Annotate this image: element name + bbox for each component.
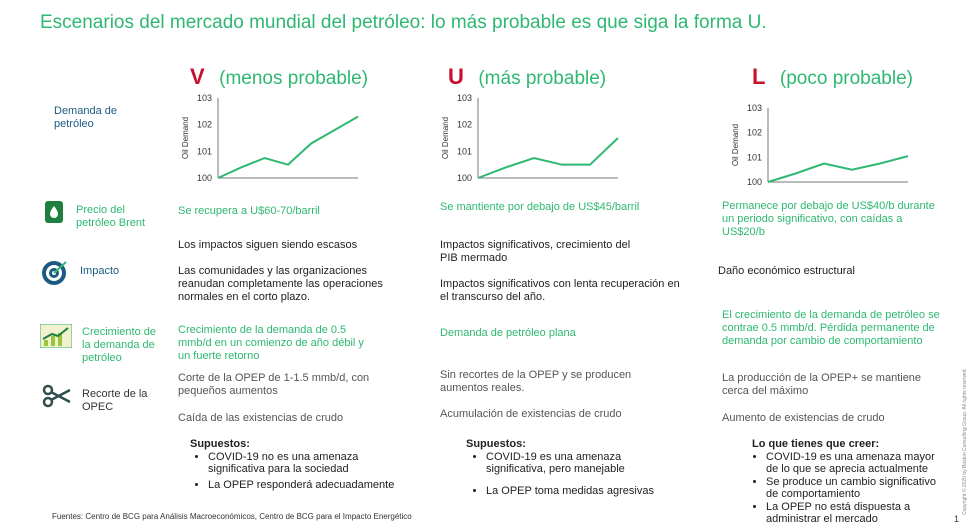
series-line xyxy=(478,138,618,178)
scenario-label: (menos probable) xyxy=(219,68,369,89)
col-v-assumptions xyxy=(190,438,410,495)
list-item: • La OPEP toma medidas agresivas xyxy=(486,485,678,497)
col-l-opec-2: Aumento de existencias de crudo xyxy=(722,412,885,424)
list-item: • COVID-19 es una amenaza significativa, pero manejable xyxy=(486,451,678,475)
col-u-impact-1: Impactos significativos, crecimiento del PIB mermado xyxy=(440,239,631,264)
y-tick-label: 102 xyxy=(456,119,472,130)
copyright-note: Copyright © 2020 by Boston Consulting Group. All rights reserved. xyxy=(962,368,968,515)
series-line xyxy=(218,117,358,178)
col-u-assumptions xyxy=(468,438,678,501)
y-tick-label: 100 xyxy=(746,177,762,187)
assumptions-title: Supuestos: xyxy=(466,438,526,450)
col-v-brent: Se recupera a U$60-70/barril xyxy=(178,205,320,217)
scenario-letter: U xyxy=(448,64,464,89)
scenario-u-header xyxy=(448,64,606,90)
col-v-impact-2: Las comunidades y las organizaciones reanudan completamente las operaciones normales en el corto plazo. xyxy=(178,265,383,303)
scenario-v-header xyxy=(190,64,368,90)
list-item: • La OPEP responderá adecuadamente xyxy=(208,479,410,491)
scissors-icon xyxy=(42,384,72,413)
oil-drop-icon xyxy=(44,200,64,229)
col-u-opec-2: Acumulación de existencias de crudo xyxy=(440,408,622,420)
row-label-impact: Impacto xyxy=(80,265,120,277)
assumptions-title: Lo que tienes que creer: xyxy=(752,438,880,450)
scenario-letter: V xyxy=(190,64,205,89)
y-tick-label: 100 xyxy=(196,173,212,183)
col-v-growth: Crecimiento de la demanda de 0.5 mmb/d en un comienzo de año débil y un fuerte retorno xyxy=(178,324,364,362)
growth-chart-icon xyxy=(40,324,72,353)
page-title: Escenarios del mercado mundial del petróleo: lo más probable es que siga la forma U. xyxy=(40,12,767,33)
col-l-opec-1: La producción de la OPEP+ se mantiene cerca del máximo xyxy=(722,372,922,397)
row-label-growth: Crecimiento de la demanda de petróleo xyxy=(82,326,156,364)
row-label-opec: Recorte de la OPEC xyxy=(82,388,148,413)
target-icon xyxy=(40,259,68,292)
list-item: • Se produce un cambio significativo de comportamiento xyxy=(766,476,948,500)
y-tick-label: 101 xyxy=(456,146,472,157)
col-u-brent: Se mantiente por debajo de US$45/barril xyxy=(440,201,640,213)
scenario-l-header xyxy=(752,64,913,90)
row-label-demand: Demanda de petróleo xyxy=(54,105,117,130)
list-item: • COVID-19 no es una amenaza significativa para la sociedad xyxy=(208,451,410,475)
col-v-opec-2: Caída de las existencias de crudo xyxy=(178,412,344,424)
scenario-label: (poco probable) xyxy=(779,68,913,89)
y-axis-label: Oil Demand xyxy=(181,116,190,160)
footer-sources: Fuentes: Centro de BCG para Análisis Macroeconómicos, Centro de BCG para el Impacto Energético xyxy=(52,512,412,521)
list-item: • La OPEP no está dispuesta a administrar el mercado xyxy=(766,501,948,525)
y-tick-label: 102 xyxy=(746,127,762,138)
row-label-brent: Precio del petróleo Brent xyxy=(76,204,146,229)
col-u-opec-1: Sin recortes de la OPEP y se producen aumentos reales. xyxy=(440,369,632,394)
col-u-impact-2: Impactos significativos con lenta recuperación en el transcurso del año. xyxy=(440,278,680,303)
y-tick-label: 101 xyxy=(196,146,212,157)
chart-v xyxy=(170,90,370,188)
col-l-impact-1: Daño económico estructural xyxy=(718,265,855,277)
col-v-opec-1: Corte de la OPEP de 1-1.5 mmb/d, con pequeños aumentos xyxy=(178,372,370,397)
y-tick-label: 103 xyxy=(456,93,472,103)
y-tick-label: 100 xyxy=(456,173,472,183)
series-line xyxy=(768,156,908,182)
chart-u xyxy=(430,90,630,188)
chart-l xyxy=(720,100,920,192)
scenario-label: (más probable) xyxy=(478,68,607,89)
y-tick-label: 103 xyxy=(196,93,212,103)
y-axis-label: Oil Demand xyxy=(731,123,740,167)
y-tick-label: 103 xyxy=(746,103,762,113)
col-l-assumptions xyxy=(748,438,948,525)
page-number: 1 xyxy=(954,514,960,524)
assumptions-title: Supuestos: xyxy=(190,438,250,450)
y-tick-label: 102 xyxy=(196,119,212,130)
y-tick-label: 101 xyxy=(746,152,762,163)
scenario-letter: L xyxy=(752,64,766,89)
col-u-growth: Demanda de petróleo plana xyxy=(440,327,576,339)
y-axis-label: Oil Demand xyxy=(441,116,450,160)
list-item: • COVID-19 es una amenaza mayor de lo que se aprecia actualmente xyxy=(766,451,948,475)
col-l-growth: El crecimiento de la demanda de petróleo se contrae 0.5 mmb/d. Pérdida permanente de demanda por cambio de comportamiento xyxy=(722,309,940,347)
col-l-brent: Permanece por debajo de US$40/b durante un periodo significativo, con caídas a US$20/b xyxy=(722,200,935,238)
col-v-impact-1: Los impactos siguen siendo escasos xyxy=(178,239,358,251)
